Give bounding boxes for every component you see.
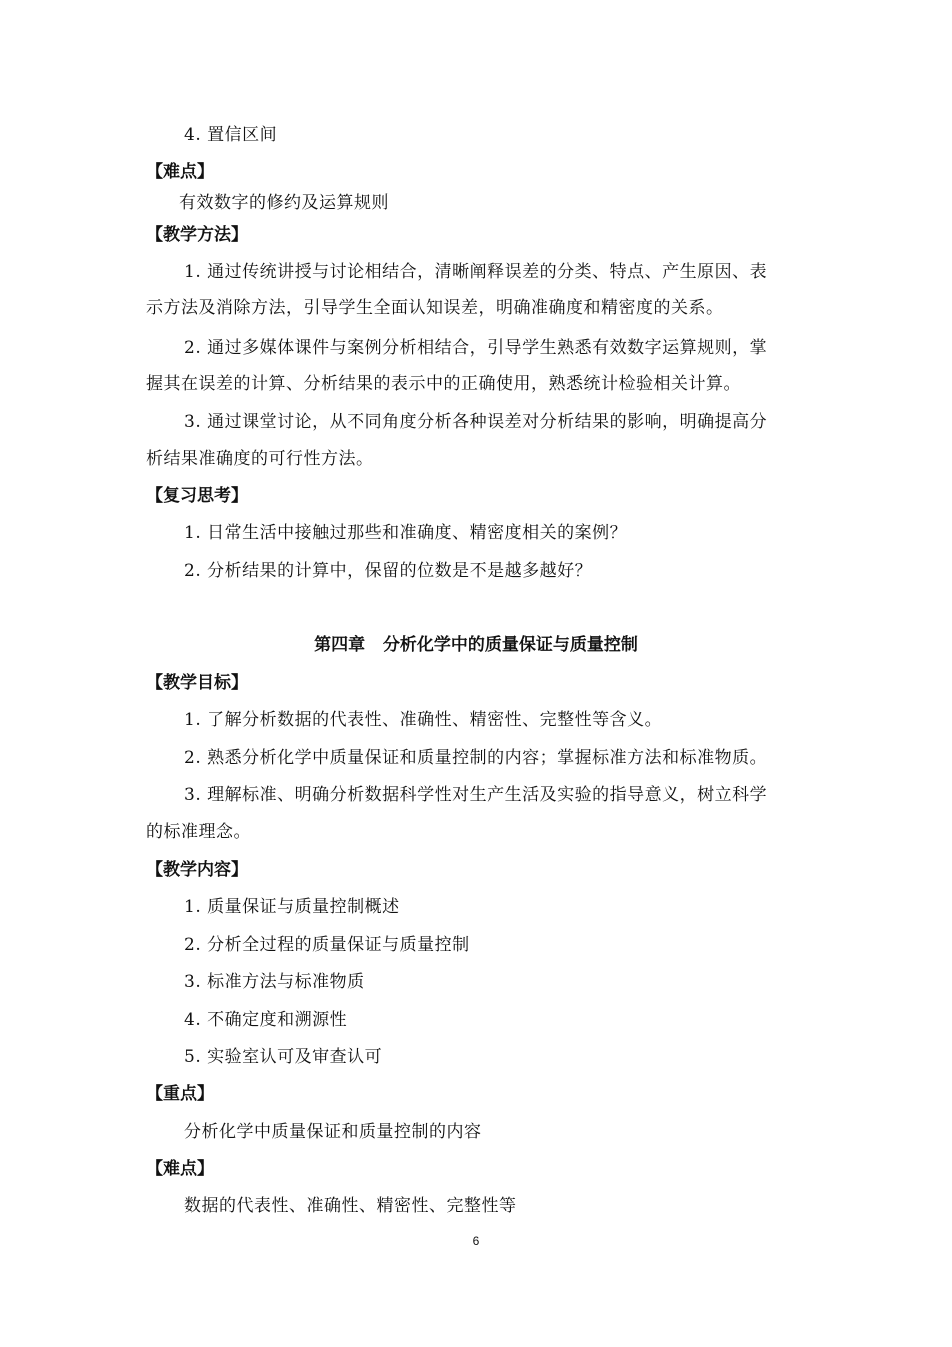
list-item: 5. 实验室认可及审查认可 bbox=[184, 1047, 383, 1067]
paragraph-line: 3. 理解标准、明确分析数据科学性对生产生活及实验的指导意义，树立科学 bbox=[184, 785, 768, 805]
list-item: 3. 标准方法与标准物质 bbox=[184, 972, 365, 992]
section-heading-teaching-goals: 【教学目标】 bbox=[146, 673, 248, 693]
section-heading-key-points: 【重点】 bbox=[146, 1084, 214, 1104]
list-item: 4. 置信区间 bbox=[184, 125, 278, 145]
paragraph-line: 1. 通过传统讲授与讨论相结合，清晰阐释误差的分类、特点、产生原因、表 bbox=[184, 262, 768, 282]
paragraph-line: 示方法及消除方法，引导学生全面认知误差，明确准确度和精密度的关系。 bbox=[146, 298, 724, 318]
list-item: 1. 日常生活中接触过那些和准确度、精密度相关的案例？ bbox=[184, 523, 628, 543]
section-heading-difficulty: 【难点】 bbox=[146, 162, 214, 182]
list-item: 2. 熟悉分析化学中质量保证和质量控制的内容；掌握标准方法和标准物质。 bbox=[184, 748, 768, 768]
section-heading-teaching-method: 【教学方法】 bbox=[146, 225, 248, 245]
section-heading-review: 【复习思考】 bbox=[146, 486, 248, 506]
paragraph-line: 的标准理念。 bbox=[146, 822, 251, 842]
difficulty-text: 数据的代表性、准确性、精密性、完整性等 bbox=[184, 1196, 517, 1216]
key-points-text: 分析化学中质量保证和质量控制的内容 bbox=[184, 1122, 482, 1142]
difficulty-text: 有效数字的修约及运算规则 bbox=[179, 193, 389, 213]
paragraph-line: 2. 通过多媒体课件与案例分析相结合，引导学生熟悉有效数字运算规则，掌 bbox=[184, 338, 768, 358]
page-number: 6 bbox=[472, 1234, 480, 1248]
paragraph-line: 3. 通过课堂讨论，从不同角度分析各种误差对分析结果的影响，明确提高分 bbox=[184, 412, 768, 432]
list-item: 2. 分析结果的计算中，保留的位数是不是越多越好？ bbox=[184, 561, 593, 581]
section-heading-difficulty: 【难点】 bbox=[146, 1159, 214, 1179]
paragraph-line: 析结果准确度的可行性方法。 bbox=[146, 449, 374, 469]
list-item: 1. 质量保证与质量控制概述 bbox=[184, 897, 400, 917]
list-item: 4. 不确定度和溯源性 bbox=[184, 1010, 348, 1030]
list-item: 2. 分析全过程的质量保证与质量控制 bbox=[184, 935, 470, 955]
paragraph-line: 握其在误差的计算、分析结果的表示中的正确使用，熟悉统计检验相关计算。 bbox=[146, 374, 741, 394]
section-heading-teaching-content: 【教学内容】 bbox=[146, 860, 248, 880]
chapter-title: 第四章 分析化学中的质量保证与质量控制 bbox=[314, 635, 638, 655]
list-item: 1. 了解分析数据的代表性、准确性、精密性、完整性等含义。 bbox=[184, 710, 663, 730]
